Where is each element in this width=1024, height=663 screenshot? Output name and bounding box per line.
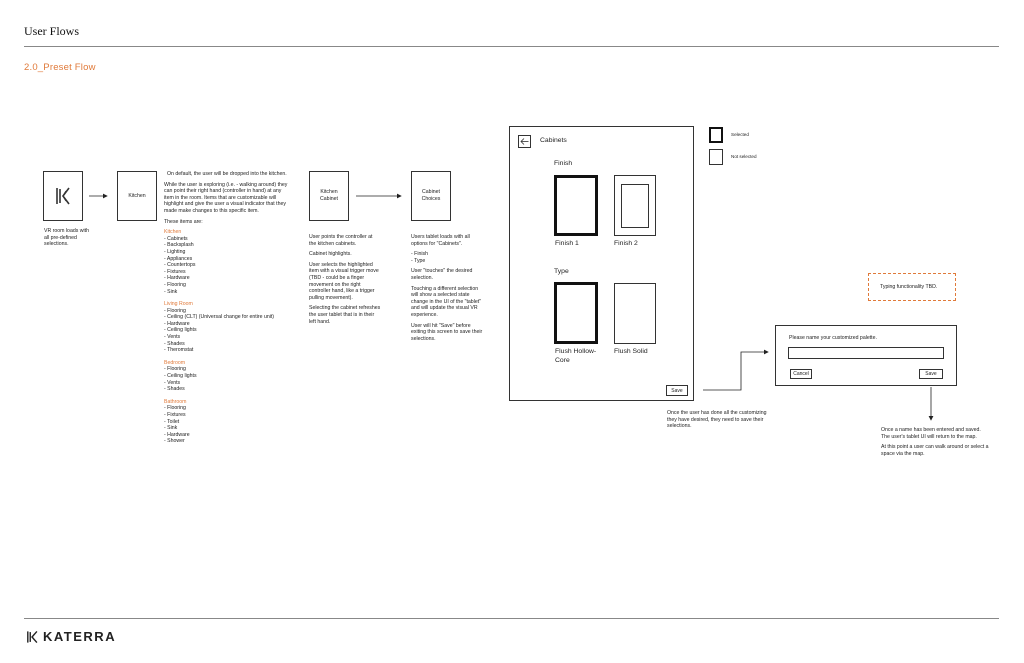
item-group-name: Living Room: [164, 301, 193, 308]
item-group-name: Bedroom: [164, 359, 186, 366]
typing-tbd-note: [868, 273, 956, 301]
katerra-logo-icon: [25, 630, 39, 644]
legend-selected-swatch: [709, 127, 723, 143]
finish-option-2-label: Finish 2: [614, 240, 638, 247]
back-button[interactable]: [518, 135, 531, 148]
item-group-entry: - Fixtures: [164, 412, 186, 418]
item-group-entry: - Ceiling lights: [164, 327, 197, 334]
dialog-save-button[interactable]: Save: [919, 369, 943, 379]
dialog-caption-2: At this point a user can walk around or select a space via the map.: [881, 444, 989, 457]
step-kitchen-cabinet: [309, 171, 349, 221]
tablet-cabinets-panel: [509, 126, 694, 401]
step-vr-room: [43, 171, 83, 221]
footer-brand: [25, 629, 116, 644]
item-group-entry: - Toilet: [164, 418, 180, 425]
dialog-caption-1: Once a name has been entered and saved. The user's tablet UI will return to the map.: [881, 427, 981, 440]
item-group: [164, 399, 289, 445]
footer-brand-name: KATERRA: [43, 629, 117, 644]
item-group-entry: - Shades: [164, 340, 185, 347]
item-group-entry: - Flooring: [164, 405, 186, 412]
item-group-entry: - Ceiling lights: [164, 373, 197, 380]
kitchen-note-3: These items are:: [164, 218, 203, 225]
item-group: [164, 360, 289, 393]
type-heading: Type: [554, 268, 569, 275]
type-option-1-selected[interactable]: [554, 282, 598, 344]
step-kitchen-label: Kitchen: [128, 192, 146, 199]
finish-heading: Finish: [554, 160, 573, 167]
kitchen-cabinet-notes: [309, 234, 381, 329]
section-title: 2.0_Preset Flow: [24, 62, 96, 73]
item-group-entry: - Sink: [164, 288, 178, 295]
legend-not-selected-swatch: [709, 149, 723, 165]
tablet-title: Cabinets: [540, 137, 567, 144]
item-group-entry: - Shower: [164, 438, 185, 445]
choices-note-intro: Users tablet loads with all options for "Cabinets".: [411, 234, 470, 247]
item-group-entry: - Ceiling (CLT) (Universal change for entire unit): [164, 314, 275, 321]
typing-tbd-text: Typing functionality TBD.: [880, 284, 938, 290]
item-group-entry: - Flooring: [164, 366, 186, 373]
finish-option-2[interactable]: [614, 175, 656, 236]
step-cabinet-choices-label-1: Cabinet: [422, 189, 440, 195]
item-group-entry: - Fixtures: [164, 268, 186, 275]
name-palette-dialog: [775, 325, 957, 386]
katerra-logo-icon: [54, 186, 72, 206]
item-group-name: Bathroom: [164, 398, 187, 405]
step-kitchen-cabinet-label-2: Cabinet: [320, 196, 338, 202]
step-vr-room-caption: VR room loads with all pre-defined selections.: [44, 228, 89, 248]
page-title: User Flows: [24, 24, 80, 38]
tablet-save-button[interactable]: Save: [666, 385, 688, 396]
kitchen-note-2: While the user is exploring (i.e. - walking around) they can point their right hand (controller in hand) at any item in the room. Items that are customizable will highlight and give the user a visual indicator that they made make changes to this specific item.: [164, 181, 288, 214]
item-group-entry: - Cabinets: [164, 235, 188, 242]
legend-not-selected-label: Not selected: [731, 154, 757, 159]
dialog-caption: [881, 427, 989, 461]
item-group: [164, 301, 289, 354]
cabinet-note-3: User selects the highlighted item with a visual trigger move (TBD - could be a finger movement on the right controller hand, like a trigger pulling movement).: [309, 261, 379, 301]
choices-note-2: User "touches" the desired selection.: [411, 268, 473, 281]
item-group-entry: - Vents: [164, 379, 181, 386]
finish-option-1-label: Finish 1: [555, 240, 579, 247]
item-group-entry: - Appliances: [164, 255, 193, 262]
legend-selected-label: Selected: [731, 132, 749, 137]
step-cabinet-choices: [411, 171, 451, 221]
type-option-1-label: Flush Hollow-Core: [555, 348, 597, 364]
choices-note-3: Touching a different selection will show a selected state change in the UI of the "tablet" and will update the visual VR experience.: [411, 285, 482, 318]
footer-divider: [24, 618, 999, 619]
item-group-entry: - Hardware: [164, 275, 190, 282]
choices-note-4: User will hit "Save" before exiting this screen to save their selections.: [411, 322, 483, 342]
item-group-entry: - Theromstat: [164, 347, 194, 354]
finish-option-2-inner: [621, 184, 649, 228]
arrow-left-icon: [520, 138, 529, 145]
dialog-cancel-button[interactable]: Cancel: [790, 369, 812, 379]
item-group-entry: - Flooring: [164, 307, 186, 314]
cabinet-note-4: Selecting the cabinet refreshes the user tablet that is in their left hand.: [309, 305, 381, 325]
arrow-tablet-to-dialog: [703, 352, 768, 390]
item-group-entry: - Hardware: [164, 431, 190, 438]
type-option-2[interactable]: [614, 283, 656, 344]
item-group-entry: - Backsplash: [164, 242, 194, 249]
type-option-2-label: Flush Solid: [614, 348, 648, 355]
item-group-entry: - Hardware: [164, 320, 190, 327]
cabinet-note-2: Cabinet highlights.: [309, 251, 352, 258]
palette-name-input[interactable]: [788, 347, 944, 359]
cabinet-note-1: User points the controller at the kitchen cabinets.: [309, 234, 373, 247]
choices-note-list-1: - Finish: [411, 251, 429, 258]
kitchen-note-1: On default, the user will be dropped into the kitchen.: [167, 171, 287, 177]
dialog-prompt: Please name your customized palette.: [789, 335, 877, 341]
item-group-entry: - Lighting: [164, 248, 186, 255]
item-group-entry: - Countertops: [164, 262, 196, 269]
choices-note-list-2: - Type: [411, 257, 426, 264]
item-group-name: Kitchen: [164, 229, 182, 236]
item-group: [164, 229, 289, 295]
step-kitchen-cabinet-label-1: Kitchen: [320, 189, 338, 195]
finish-option-1-selected[interactable]: [554, 175, 598, 236]
customizable-item-groups: [164, 229, 289, 445]
item-group-entry: - Sink: [164, 425, 178, 432]
item-group-entry: - Flooring: [164, 281, 186, 288]
item-group-entry: - Vents: [164, 334, 181, 341]
step-cabinet-choices-label-2: Choices: [421, 196, 441, 202]
step-kitchen: [117, 171, 157, 221]
item-group-entry: - Shades: [164, 386, 185, 393]
kitchen-notes: [164, 171, 289, 445]
cabinet-choices-notes: [411, 234, 483, 346]
tablet-caption: Once the user has done all the customizing they have desired, they need to save their selections.: [667, 410, 767, 430]
